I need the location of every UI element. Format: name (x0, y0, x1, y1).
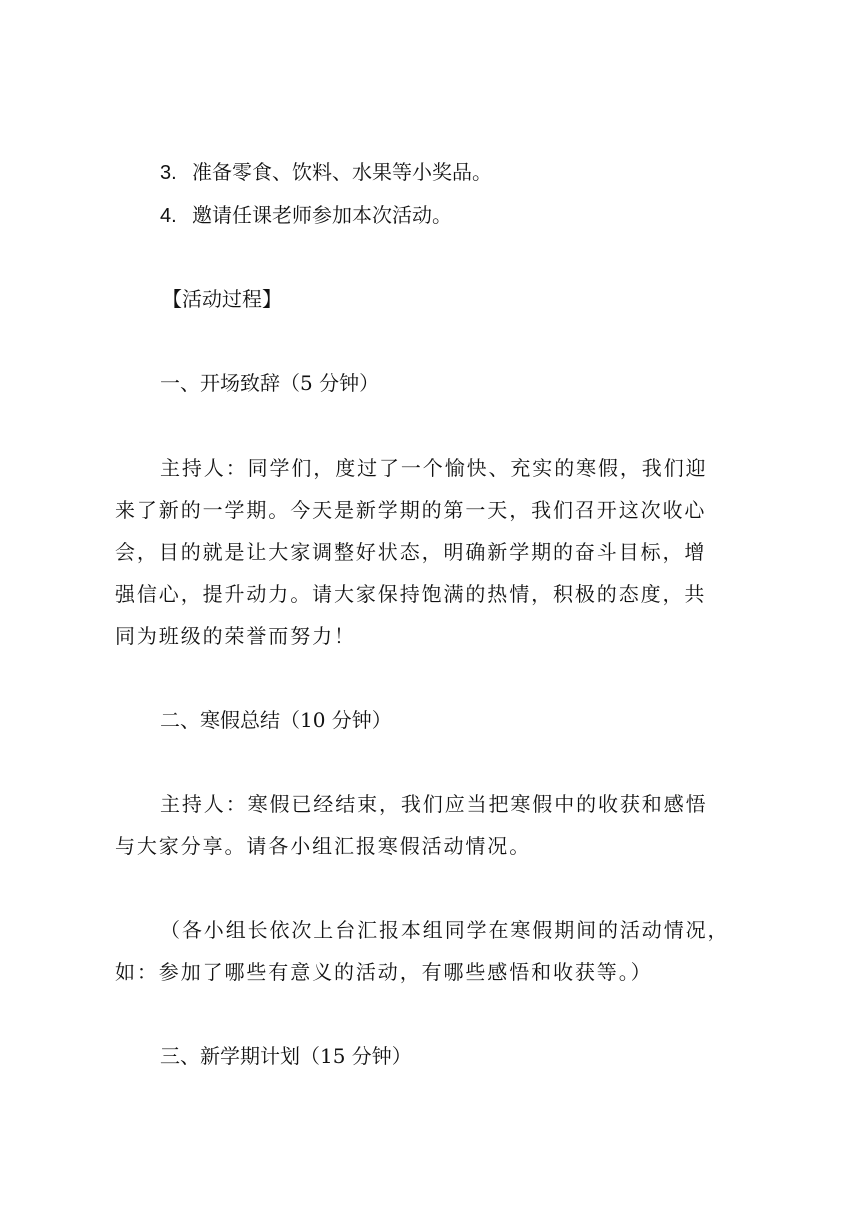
part-heading: 一、开场致辞（5 分钟） (160, 371, 380, 395)
part-heading: 二、寒假总结（10 分钟） (160, 708, 392, 732)
list-item-text: 邀请任课老师参加本次活动。 (192, 203, 452, 227)
list-number: 4. (160, 205, 177, 227)
list-number: 3. (160, 162, 177, 184)
paragraph-line: 会，目的就是让大家调整好状态，明确新学期的奋斗目标，增 (115, 540, 707, 564)
part-heading: 三、新学期计划（15 分钟） (160, 1044, 412, 1068)
paragraph-line: 主持人：同学们，度过了一个愉快、充实的寒假，我们迎 (160, 456, 708, 480)
section-title: 【活动过程】 (162, 287, 282, 311)
paragraph-line: 与大家分享。请各小组汇报寒假活动情况。 (115, 834, 532, 858)
list-item-text: 准备零食、饮料、水果等小奖品。 (192, 160, 492, 184)
paragraph-line: 来了新的一学期。今天是新学期的第一天，我们召开这次收心 (115, 498, 707, 522)
paragraph-line: 强信心，提升动力。请大家保持饱满的热情，积极的态度，共 (115, 582, 707, 606)
paragraph-line: 主持人：寒假已经结束，我们应当把寒假中的收获和感悟 (160, 792, 708, 816)
paragraph-line: 同为班级的荣誉而努力！ (115, 624, 356, 648)
note-line: （各小组长依次上台汇报本组同学在寒假期间的活动情况， (160, 918, 730, 942)
note-line: 如：参加了哪些有意义的活动，有哪些感悟和收获等。） (115, 960, 653, 984)
list-item (160, 203, 452, 228)
list-item (160, 160, 492, 185)
